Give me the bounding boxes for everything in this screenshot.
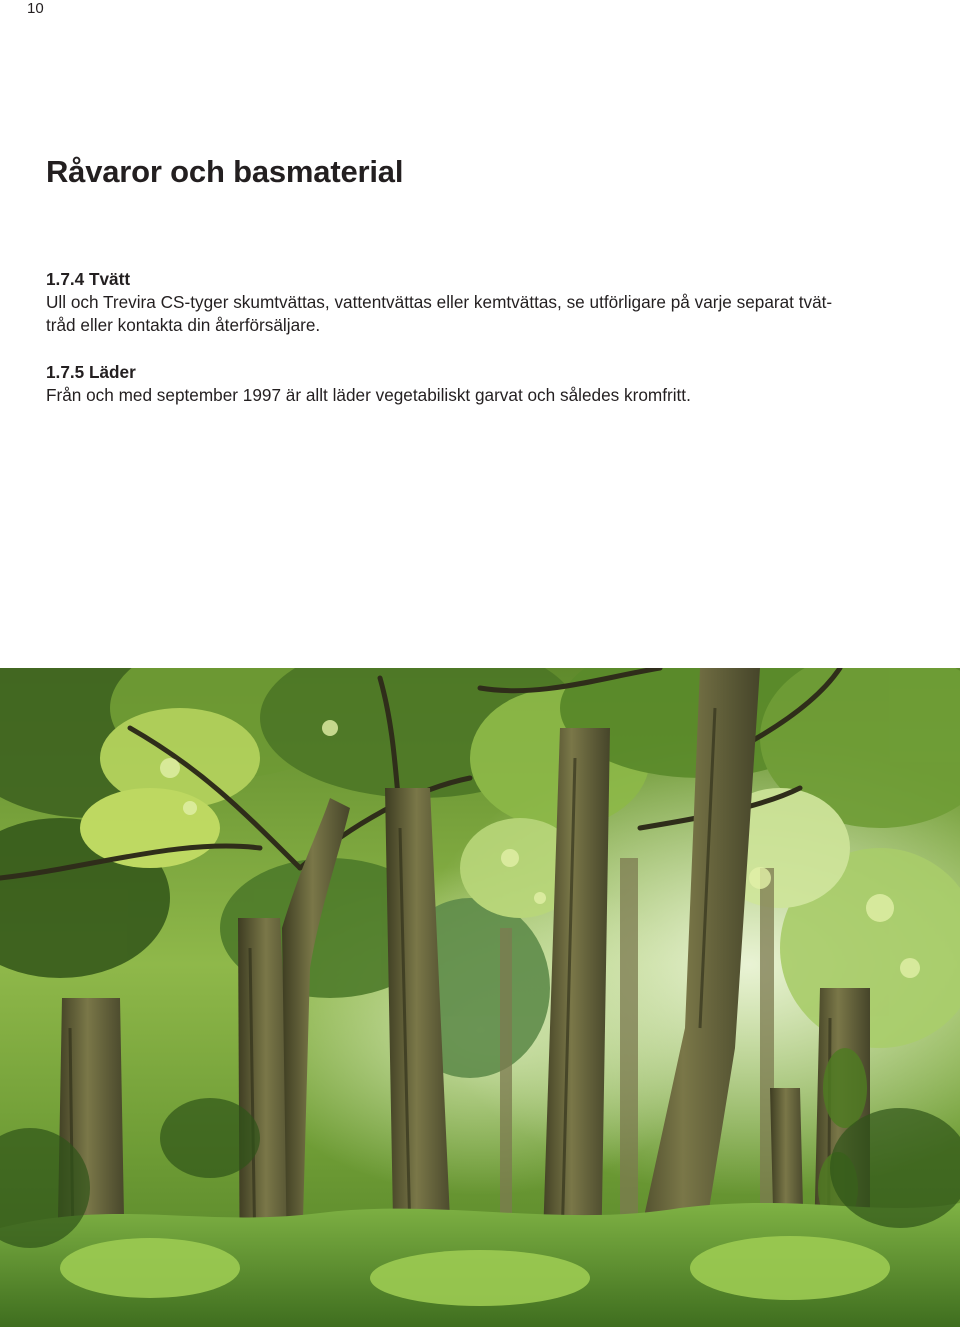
forest-photo-illustration xyxy=(0,668,960,1327)
section-heading: 1.7.5 Läder xyxy=(46,362,136,382)
section-leather xyxy=(46,361,916,407)
section-body xyxy=(46,291,916,337)
section-body-line: Från och med september 1997 är allt läder vegetabiliskt garvat och således kromfritt. xyxy=(46,385,691,405)
section-body-line: tråd eller kontakta din återförsäljare. xyxy=(46,315,321,335)
section-body-line: Ull och Trevira CS-tyger skumtvättas, vattentvättas eller kemtvättas, se utförligare på varje separat tvät- xyxy=(46,292,833,312)
section-body xyxy=(46,384,916,407)
section-washing xyxy=(46,268,916,337)
page-title: Råvaror och basmaterial xyxy=(46,154,404,189)
page-number: 10 xyxy=(27,0,44,17)
section-heading: 1.7.4 Tvätt xyxy=(46,269,131,289)
forest-photo xyxy=(0,668,960,1327)
